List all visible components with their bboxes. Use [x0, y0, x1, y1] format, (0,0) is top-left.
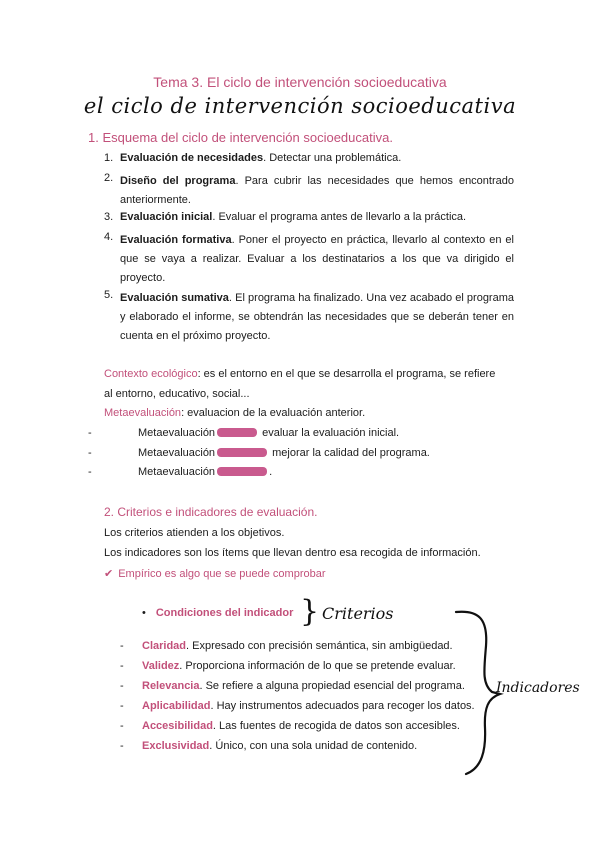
criteria-text: . Expresado con precisión semántica, sin ambigüedad.	[186, 640, 453, 652]
section1-heading: 1. Esquema del ciclo de intervención socioeducativa.	[88, 130, 393, 145]
check-icon: ✔	[104, 568, 114, 580]
criteria-term: Aplicabilidad	[142, 700, 211, 712]
criterios-handwritten: Criterios	[322, 604, 394, 623]
list-item	[104, 152, 401, 164]
meta-item	[138, 466, 272, 478]
list-item	[142, 720, 460, 732]
check-line	[104, 567, 326, 580]
meta-label: Metaevaluación	[104, 407, 182, 419]
item-term: Diseño del programa	[120, 175, 236, 187]
handwritten-title: el ciclo de intervención socioeducativa	[83, 94, 517, 118]
criteria-term: Relevancia	[142, 680, 200, 692]
contexto-label: Contexto ecológico	[104, 368, 198, 380]
meta-dash: -	[88, 427, 92, 439]
highlight-marker	[217, 448, 267, 457]
item-text: . Para cubrir las necesidades que hemos encontrado anteriormente.	[120, 175, 514, 206]
item-term: Evaluación inicial	[120, 211, 213, 223]
section2-heading: 2. Criterios e indicadores de evaluación.	[104, 505, 318, 519]
conditions-label: Condiciones del indicador	[155, 607, 294, 619]
meta-item-text: mejorar la calidad del programa.	[269, 447, 430, 459]
conditions-line	[142, 607, 293, 619]
list-item	[142, 640, 453, 652]
item-number: 2.	[104, 172, 114, 184]
contexto-line	[104, 368, 495, 380]
meta-item-text: evaluar la evaluación inicial.	[259, 427, 400, 439]
criterios-line: Los criterios atienden a los objetivos.	[104, 527, 285, 539]
meta-item-text: .	[269, 466, 273, 478]
list-item-text	[120, 172, 514, 210]
meta-item	[138, 447, 430, 459]
item-term: Evaluación de necesidades	[120, 152, 264, 164]
small-brace: }	[300, 594, 320, 629]
item-term: Evaluación formativa	[120, 234, 232, 246]
indicadores-line: Los indicadores son los ítems que llevan dentro esa recogida de información.	[104, 547, 481, 559]
meta-item	[138, 427, 399, 439]
item-term: Evaluación sumativa	[120, 292, 229, 304]
list-item	[142, 660, 456, 672]
item-text: . El programa ha finalizado. Una vez acabado el programa y elaborado el informe, se obtendrán las necesidades que se deberán tener en cuenta en el próximo proyecto.	[120, 292, 514, 342]
meta-line	[104, 407, 365, 419]
highlight-marker	[217, 428, 257, 437]
item-number: 1.	[104, 152, 114, 164]
list-item	[104, 172, 120, 184]
page-title: Tema 3. El ciclo de intervención socioeducativa	[153, 74, 447, 90]
criteria-term: Exclusividad	[142, 740, 210, 752]
criteria-text: . Proporciona información de lo que se pretende evaluar.	[179, 660, 456, 672]
list-item	[142, 680, 465, 692]
indicadores-handwritten: Indicadores	[496, 680, 580, 696]
meta-dash: -	[88, 447, 92, 459]
meta-item-label: Metaevaluación	[138, 466, 216, 478]
list-item	[142, 700, 475, 712]
item-number: 3.	[104, 211, 114, 223]
criteria-text: . Único, con una sola unidad de contenido.	[209, 740, 418, 752]
meta-dash: -	[88, 466, 92, 478]
list-item	[104, 231, 120, 243]
criteria-dash: -	[120, 660, 124, 672]
criteria-dash: -	[120, 700, 124, 712]
meta-text: : evaluacion de la evaluación anterior.	[181, 407, 366, 419]
criteria-term: Claridad	[142, 640, 187, 652]
item-text: . Poner el proyecto en práctica, llevarlo al contexto en el que se vaya a realizar. Evaluar a los destinatarios a los que va dirigido el proyecto.	[120, 234, 514, 284]
criteria-term: Validez	[142, 660, 180, 672]
list-item-text	[120, 289, 514, 346]
item-text: . Evaluar el programa antes de llevarlo a la práctica.	[212, 211, 467, 223]
contexto-line-2: al entorno, educativo, social...	[104, 388, 250, 400]
list-item	[104, 211, 466, 223]
meta-item-label: Metaevaluación	[138, 427, 216, 439]
criteria-dash: -	[120, 720, 124, 732]
criteria-dash: -	[120, 680, 124, 692]
meta-item-label: Metaevaluación	[138, 447, 216, 459]
bullet-icon: •	[142, 607, 146, 619]
criteria-term: Accesibilidad	[142, 720, 213, 732]
highlight-marker	[217, 467, 267, 476]
criteria-dash: -	[120, 740, 124, 752]
list-item	[142, 740, 417, 752]
list-item	[104, 289, 120, 301]
item-number: 4.	[104, 231, 114, 243]
item-number: 5.	[104, 289, 114, 301]
criteria-text: . Hay instrumentos adecuados para recoger los datos.	[210, 700, 475, 712]
item-text: . Detectar una problemática.	[263, 152, 402, 164]
list-item-text	[120, 231, 514, 288]
contexto-text: : es el entorno en el que se desarrolla el programa, se refiere	[197, 368, 496, 380]
criteria-dash: -	[120, 640, 124, 652]
criteria-text: . Se refiere a alguna propiedad esencial del programa.	[199, 680, 465, 692]
criteria-text: . Las fuentes de recogida de datos son accesibles.	[212, 720, 460, 732]
check-text: Empírico es algo que se puede comprobar	[118, 568, 326, 580]
